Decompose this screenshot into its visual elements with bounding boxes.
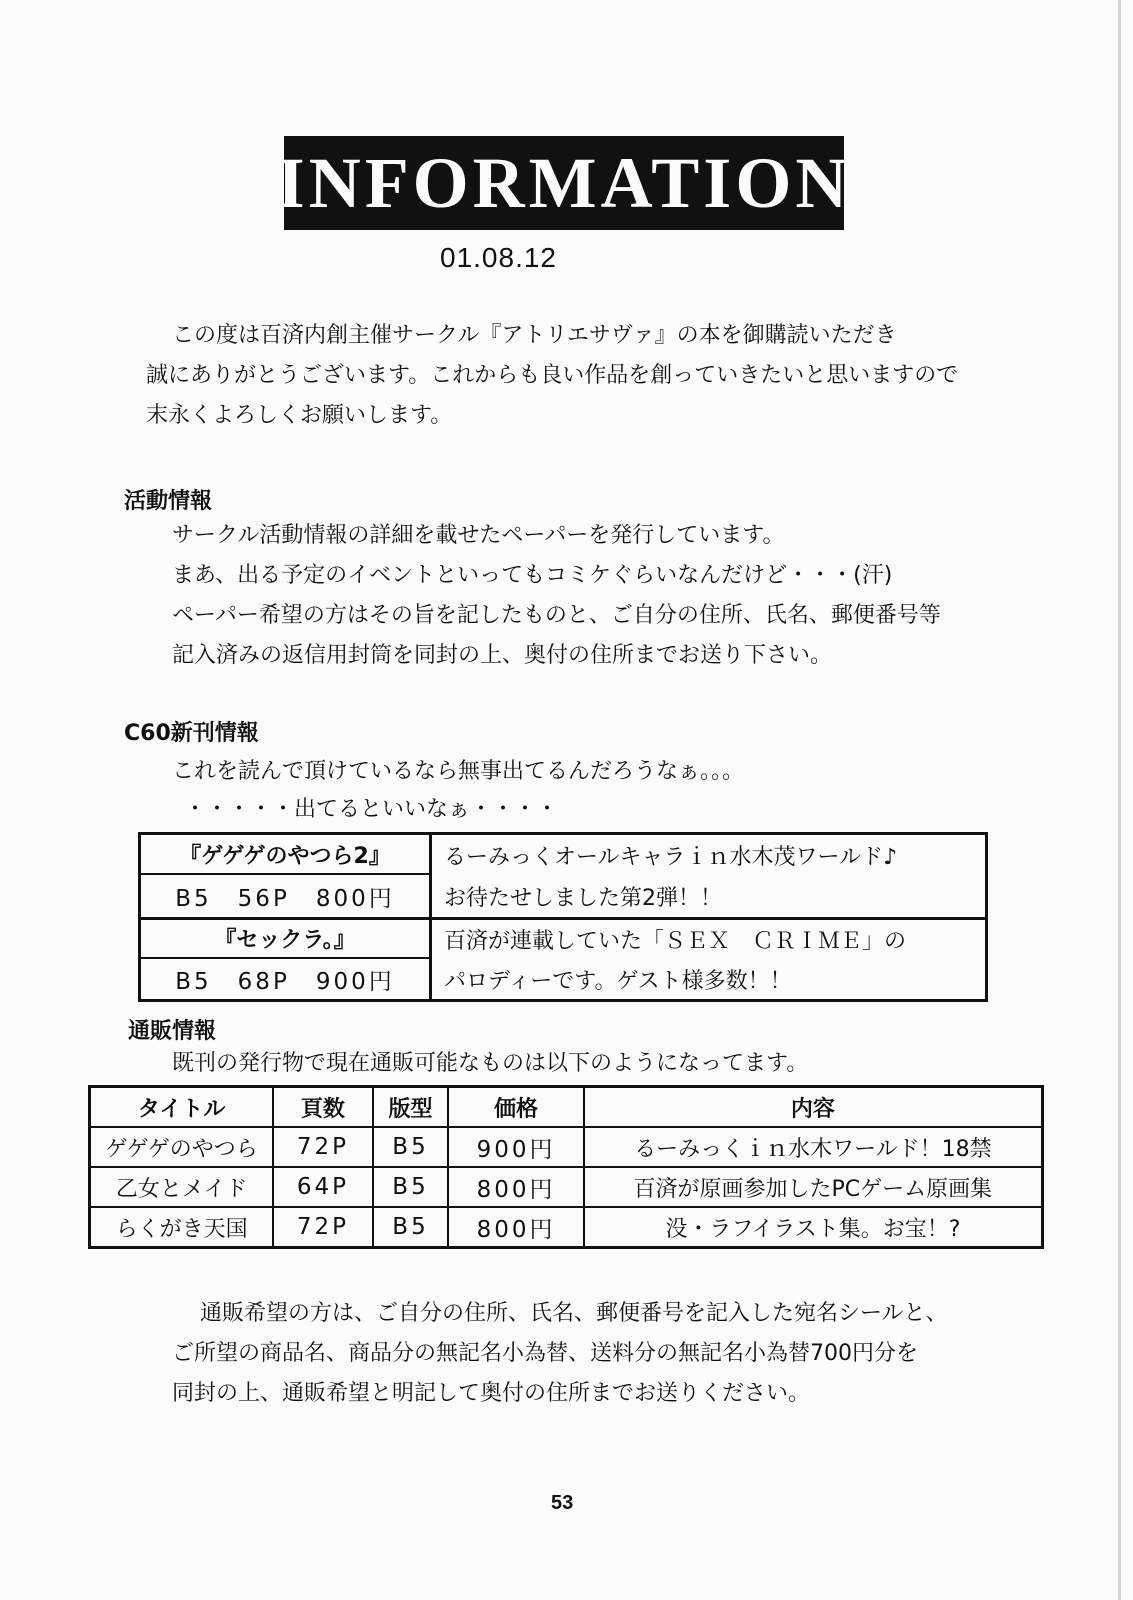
release-desc: パロディーです。ゲスト様多数！！ — [444, 968, 792, 994]
release-spec: B5 68P 900円 — [175, 968, 395, 995]
cell-price: 900円 — [448, 1127, 583, 1167]
cell-title: 乙女とメイド — [90, 1167, 274, 1207]
release-spec: B5 56P 800円 — [175, 885, 395, 912]
cell-content: 没・ラフイラスト集。お宝！? — [584, 1207, 1043, 1248]
new-releases-heading: C60新刊情報 — [124, 721, 259, 746]
cell-title: らくがき天国 — [90, 1207, 274, 1248]
mail-order-closing-line-3: 同封の上、通販希望と明記して奥付の住所までお送りください。 — [172, 1381, 811, 1406]
activity-line-1: サークル活動情報の詳細を載せたペーパーを発行しています。 — [172, 523, 785, 548]
column-header: タイトル — [90, 1087, 274, 1128]
release-desc: るーみっくオールキャラｉｎ水木茂ワールド♪ — [444, 844, 898, 870]
cell-format: B5 — [373, 1127, 449, 1167]
release-desc: 百済が連載していた「ＳＥＸ ＣＲＩＭＥ」の — [444, 929, 907, 954]
mail-order-closing-line-2: ご所望の商品名、商品分の無記名小為替、送料分の無記名小為替700円分を — [172, 1341, 918, 1366]
activity-line-3: ペーパー希望の方はその旨を記したものと、ご自分の住所、氏名、郵便番号等 — [172, 603, 941, 628]
cell-pages: 72P — [273, 1207, 372, 1248]
release-title: 『セックラ。』 — [214, 928, 356, 953]
column-header: 頁数 — [273, 1087, 372, 1128]
release-desc: お待たせしました第2弾！！ — [444, 885, 722, 911]
new-releases-table — [138, 832, 988, 1002]
table-row — [90, 1127, 1043, 1167]
mail-order-intro: 既刊の発行物で現在通販可能なものは以下のようになってます。 — [172, 1051, 809, 1076]
cell-price: 800円 — [448, 1167, 583, 1207]
issue-date: 01.08.12 — [440, 242, 557, 273]
cell-price: 800円 — [448, 1207, 583, 1248]
information-banner — [276, 136, 852, 230]
cell-format: B5 — [373, 1207, 449, 1248]
cell-format: B5 — [373, 1167, 449, 1207]
cell-content: るーみっくｉｎ水木ワールド！18禁 — [584, 1127, 1043, 1167]
cell-pages: 72P — [273, 1127, 372, 1167]
activity-line-4: 記入済みの返信用封筒を同封の上、奥付の住所までお送り下さい。 — [172, 643, 833, 668]
intro-line-2: 誠にありがとうございます。これからも良い作品を創っていきたいと思いますので — [146, 363, 959, 388]
new-releases-line-2: ・・・・・出てるといいなぁ・・・・ — [184, 797, 559, 822]
mail-order-heading: 通販情報 — [128, 1019, 217, 1044]
column-header: 価格 — [448, 1087, 583, 1128]
column-header: 内容 — [584, 1087, 1043, 1128]
column-header: 版型 — [373, 1087, 449, 1128]
cell-content: 百済が原画参加したPCゲーム原画集 — [584, 1167, 1043, 1207]
activity-heading: 活動情報 — [124, 489, 213, 514]
mail-order-table — [88, 1085, 1044, 1249]
cell-pages: 64P — [273, 1167, 372, 1207]
table-header-row — [90, 1087, 1043, 1128]
intro-line-3: 末永くよろしくお願いします。 — [146, 403, 453, 428]
banner-title: INFORMATION — [276, 142, 852, 223]
table-row — [90, 1167, 1043, 1207]
table-row — [90, 1207, 1043, 1248]
new-releases-line-1: これを読んで頂けているなら無事出てるんだろうなぁ。。。 — [172, 759, 745, 784]
page-edge — [1118, 0, 1121, 1600]
release-title: 『ゲゲゲのやつら2』 — [179, 843, 391, 869]
cell-title: ゲゲゲのやつら — [90, 1127, 274, 1167]
mail-order-closing-line-1: 通販希望の方は、ご自分の住所、氏名、郵便番号を記入した宛名シールと、 — [200, 1301, 948, 1326]
activity-line-2: まあ、出る予定のイベントといってもコミケぐらいなんだけど・・・(汗) — [172, 563, 893, 588]
page-number: 53 — [551, 1492, 574, 1514]
intro-line-1: この度は百済内創主催サークル『アトリエサヴァ』の本を御購読いただき — [172, 323, 897, 348]
